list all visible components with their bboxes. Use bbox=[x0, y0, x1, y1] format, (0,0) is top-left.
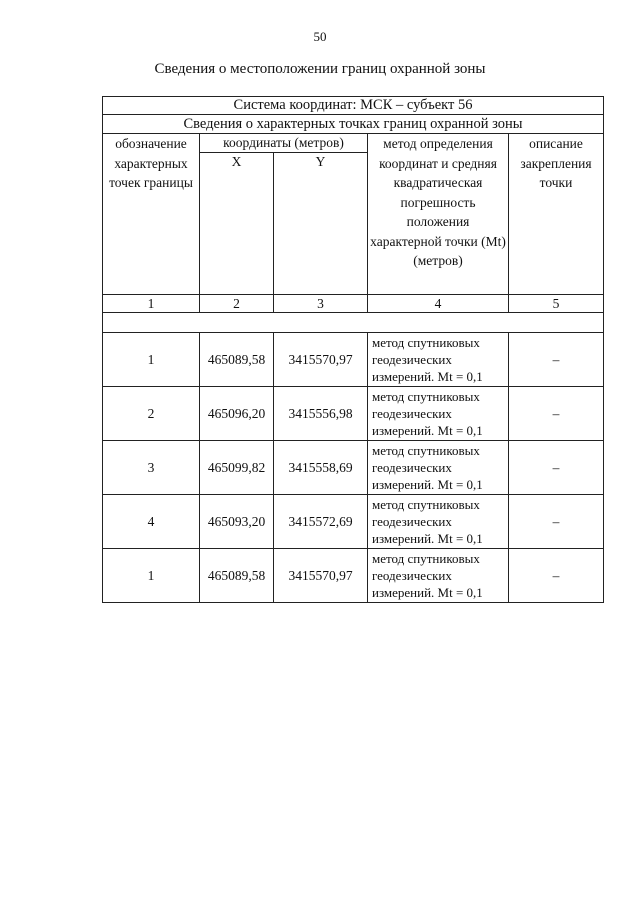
blank-row bbox=[103, 313, 604, 333]
document-title: Сведения о местоположении границ охранной зоны bbox=[154, 61, 486, 77]
table-row bbox=[103, 549, 604, 603]
coord-system-row bbox=[103, 97, 604, 115]
x-cell: 465089,58 bbox=[200, 333, 274, 387]
y-cell: 3415558,69 bbox=[274, 441, 368, 495]
point-cell: 1 bbox=[103, 549, 200, 603]
method-cell: метод спутниковых геодезических измерений. Mt = 0,1 bbox=[368, 441, 509, 495]
boundary-points-table bbox=[102, 96, 604, 603]
method-cell: метод спутниковых геодезических измерений. Mt = 0,1 bbox=[368, 495, 509, 549]
header-coordinates: координаты (метров) bbox=[200, 134, 368, 153]
method-cell: метод спутниковых геодезических измерений. Mt = 0,1 bbox=[368, 549, 509, 603]
coord-system-label: Система координат: МСК – субъект 56 bbox=[103, 97, 604, 115]
header-x: X bbox=[200, 153, 274, 295]
table-row bbox=[103, 333, 604, 387]
header-method: метод определения координат и средняя квадратическая погрешность положения характерной точки (Mt) (метров) bbox=[368, 134, 509, 295]
x-cell: 465099,82 bbox=[200, 441, 274, 495]
x-cell: 465096,20 bbox=[200, 387, 274, 441]
point-cell: 2 bbox=[103, 387, 200, 441]
y-cell: 3415570,97 bbox=[274, 333, 368, 387]
table-row bbox=[103, 441, 604, 495]
description-cell: – bbox=[509, 495, 604, 549]
x-cell: 465093,20 bbox=[200, 495, 274, 549]
y-cell: 3415556,98 bbox=[274, 387, 368, 441]
description-cell: – bbox=[509, 387, 604, 441]
column-number: 5 bbox=[509, 295, 604, 313]
method-cell: метод спутниковых геодезических измерений. Mt = 0,1 bbox=[368, 333, 509, 387]
column-number: 1 bbox=[103, 295, 200, 313]
column-number: 2 bbox=[200, 295, 274, 313]
blank-cell bbox=[103, 313, 604, 333]
description-cell: – bbox=[509, 441, 604, 495]
method-cell: метод спутниковых геодезических измерений. Mt = 0,1 bbox=[368, 387, 509, 441]
section-title: Сведения о характерных точках границ охранной зоны bbox=[103, 115, 604, 134]
column-number: 3 bbox=[274, 295, 368, 313]
header-y: Y bbox=[274, 153, 368, 295]
y-cell: 3415570,97 bbox=[274, 549, 368, 603]
point-cell: 4 bbox=[103, 495, 200, 549]
column-numbers-row bbox=[103, 295, 604, 313]
x-cell: 465089,58 bbox=[200, 549, 274, 603]
point-cell: 1 bbox=[103, 333, 200, 387]
description-cell: – bbox=[509, 549, 604, 603]
header-description: описание закрепления точки bbox=[509, 134, 604, 295]
y-cell: 3415572,69 bbox=[274, 495, 368, 549]
header-row bbox=[103, 134, 604, 153]
column-number: 4 bbox=[368, 295, 509, 313]
table-row bbox=[103, 387, 604, 441]
table-row bbox=[103, 495, 604, 549]
description-cell: – bbox=[509, 333, 604, 387]
point-cell: 3 bbox=[103, 441, 200, 495]
section-title-row bbox=[103, 115, 604, 134]
header-point-label: обозначение характерных точек границы bbox=[103, 134, 200, 295]
page-number: 50 bbox=[313, 29, 327, 44]
